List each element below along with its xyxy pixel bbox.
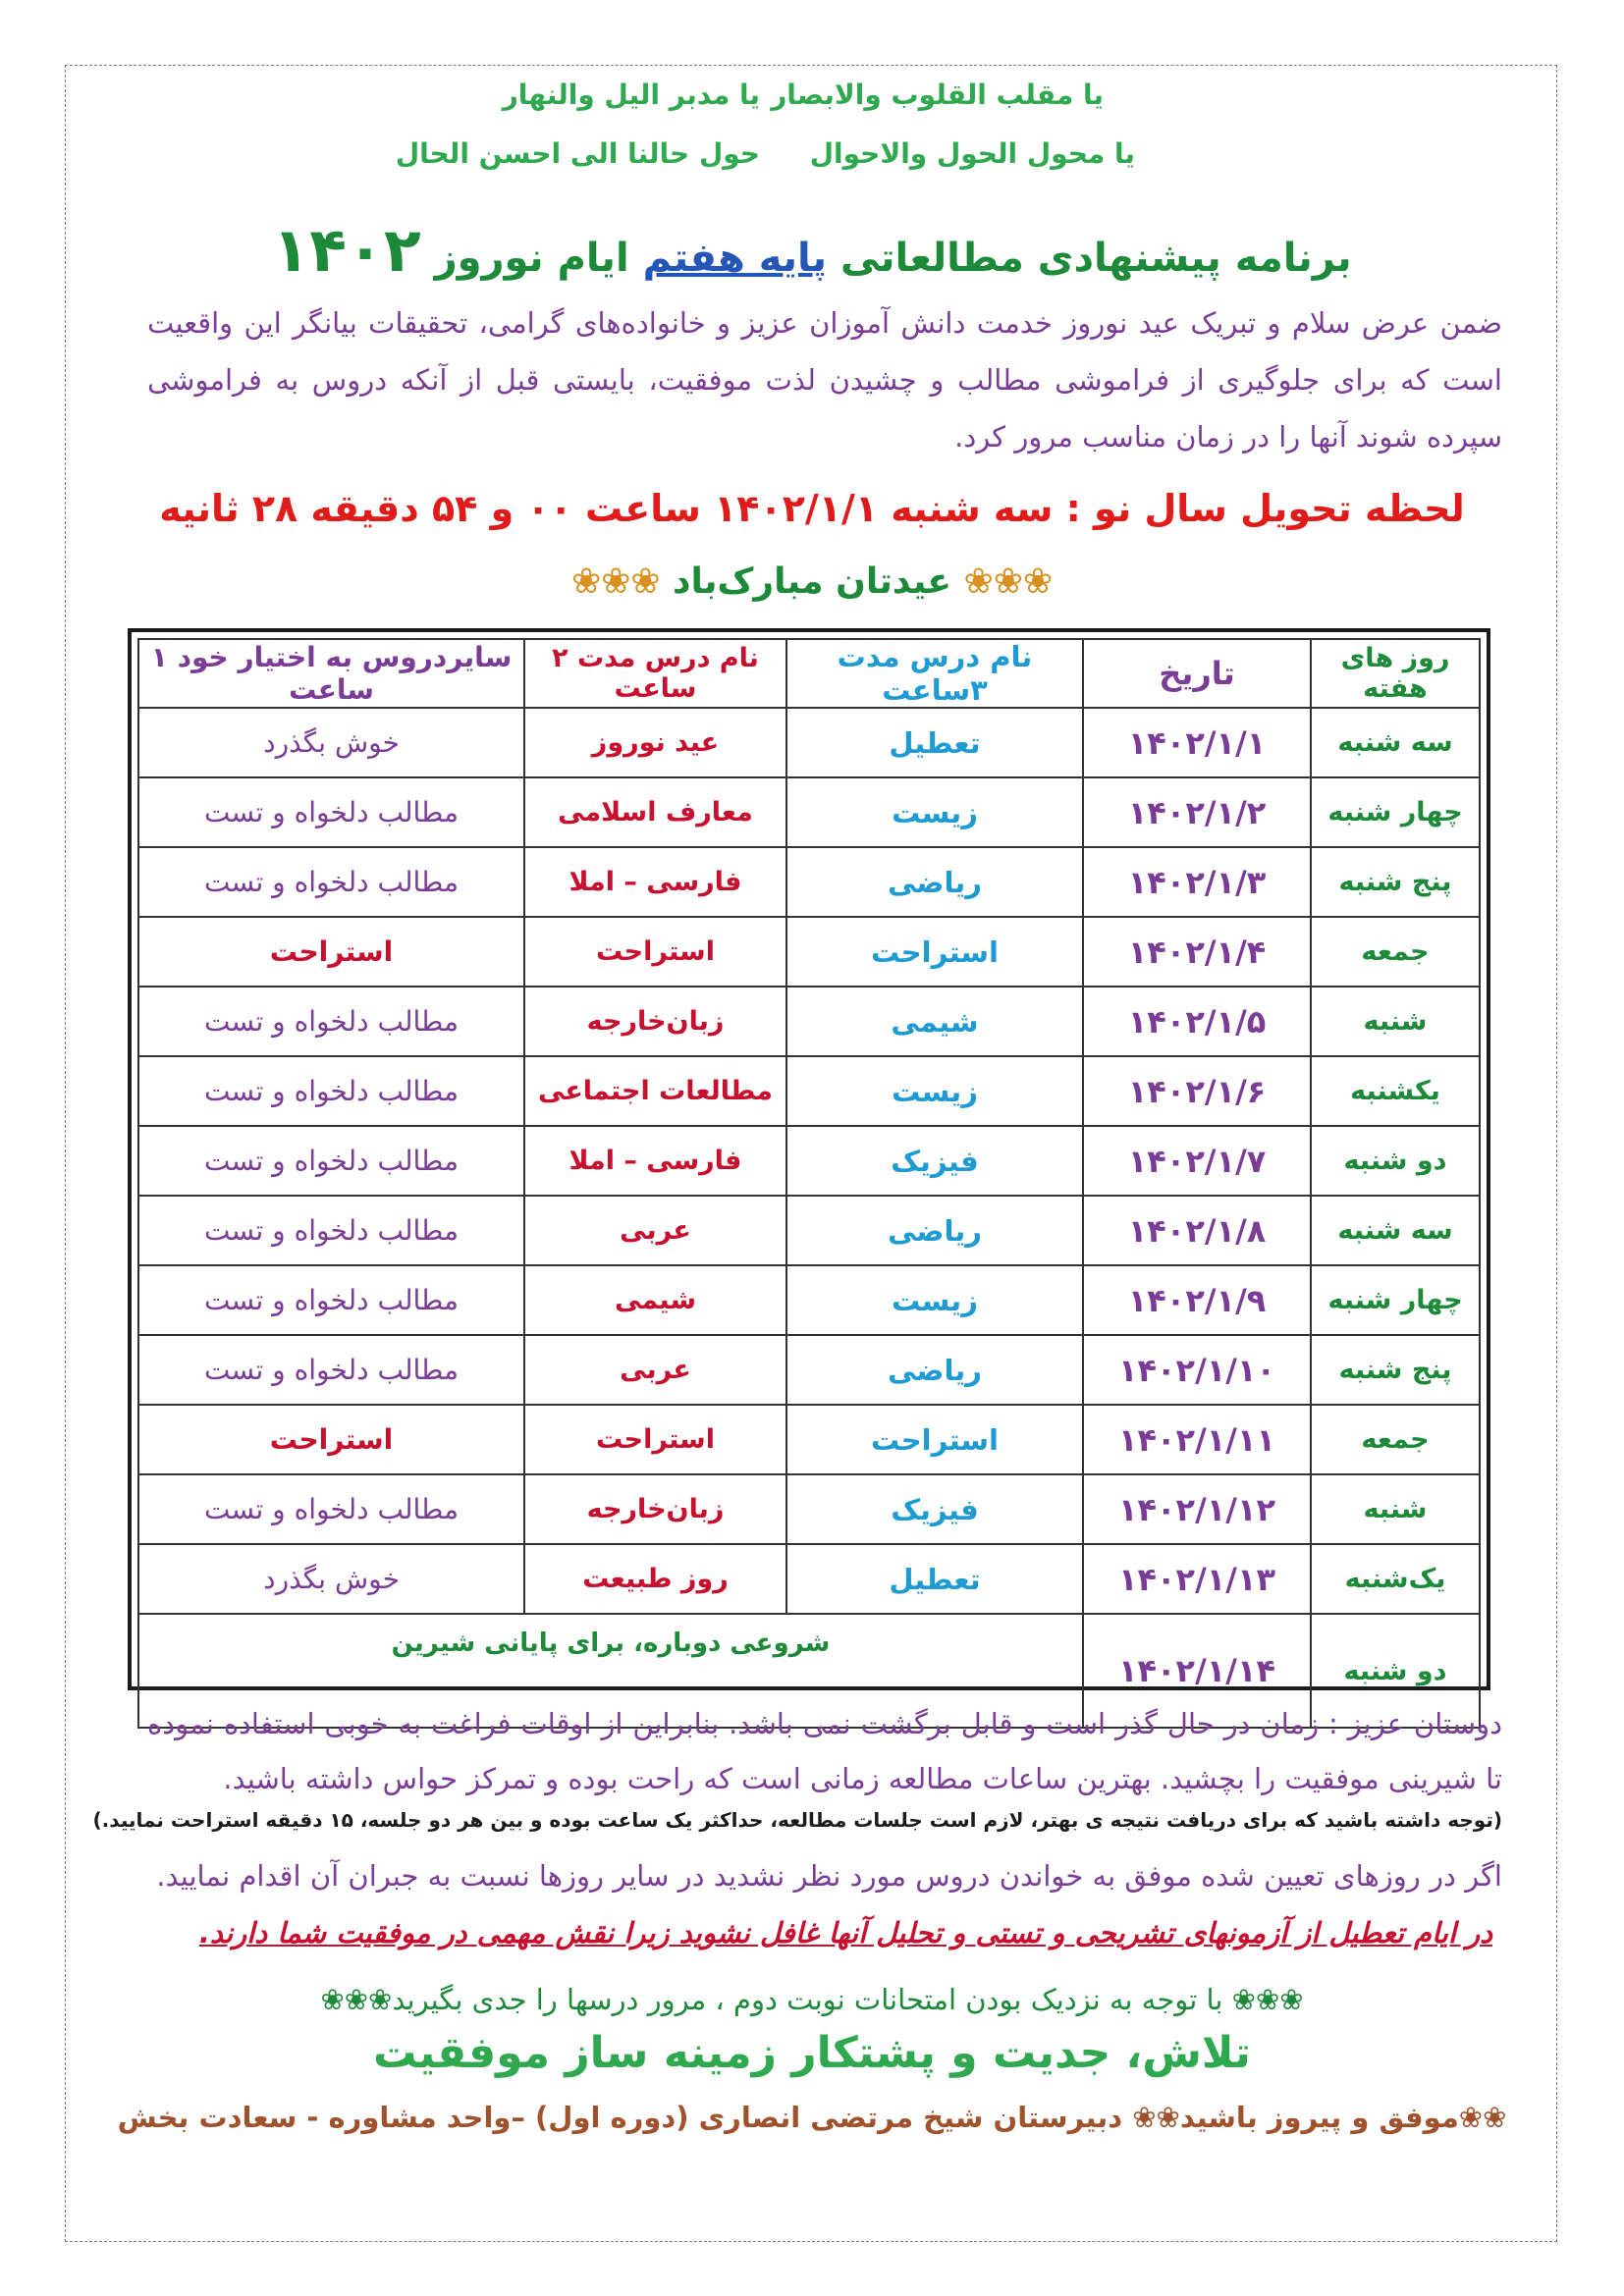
title-part1: برنامه پیشنهادی مطالعاتی xyxy=(840,236,1352,281)
cell-other: مطالب دلخواه و تست xyxy=(138,987,524,1056)
cell-subject2: زبان‌خارجه xyxy=(524,987,786,1056)
makeup-note: اگر در روزهای تعیین شده موفق به خواندن دروس مورد نظر نشدید در سایر روزها نسبت به جبران آن اقدام نمایید. xyxy=(156,1859,1502,1893)
header-subject2: نام درس مدت ۲ ساعت xyxy=(524,639,786,708)
table-row xyxy=(138,987,1480,1056)
cell-subject2: استراحت xyxy=(524,917,786,987)
signature: ❀❀موفق و پیروز باشید❀❀ دبیرستان شیخ مرتضی انصاری (دوره اول) –واحد مشاوره - سعادت بخش xyxy=(117,2101,1507,2134)
schedule-table xyxy=(137,638,1481,1729)
cell-other: مطالب دلخواه و تست xyxy=(138,1126,524,1196)
cell-date: ۱۴۰۲/۱/۱۰ xyxy=(1083,1335,1311,1405)
cell-day: چهار شنبه xyxy=(1311,777,1480,847)
cell-other: مطالب دلخواه و تست xyxy=(138,1474,524,1544)
greeting-text: عیدتان مبارک‌باد xyxy=(673,561,951,602)
table-row xyxy=(138,1056,1480,1126)
cell-date: ۱۴۰۲/۱/۳ xyxy=(1083,847,1311,917)
table-row xyxy=(138,777,1480,847)
cell-other: مطالب دلخواه و تست xyxy=(138,847,524,917)
cell-day: دو شنبه xyxy=(1311,1126,1480,1196)
cell-date: ۱۴۰۲/۱/۱ xyxy=(1083,708,1311,777)
cell-subject3: زیست xyxy=(786,1265,1083,1335)
cell-final-message: شروعی دوباره، برای پایانی شیرین xyxy=(138,1614,1083,1728)
eid-greeting xyxy=(0,561,1624,602)
cell-subject2: استراحت xyxy=(524,1405,786,1474)
cell-subject2: عربی xyxy=(524,1196,786,1265)
table-row xyxy=(138,1126,1480,1196)
cell-subject3: تعطیل xyxy=(786,708,1083,777)
cell-subject2: فارسی – املا xyxy=(524,847,786,917)
cell-day: سه شنبه xyxy=(1311,708,1480,777)
cell-subject2: شیمی xyxy=(524,1265,786,1335)
cell-subject2: زبان‌خارجه xyxy=(524,1474,786,1544)
cell-subject3: ریاضی xyxy=(786,1335,1083,1405)
title-year: ۱۴۰۲ xyxy=(272,214,421,286)
cell-other: مطالب دلخواه و تست xyxy=(138,1056,524,1126)
title-part2: ایام نوروز xyxy=(434,236,629,281)
cell-date: ۱۴۰۲/۱/۱۱ xyxy=(1083,1405,1311,1474)
cell-day: پنج شنبه xyxy=(1311,1335,1480,1405)
advice-paragraph: دوستان عزیز : زمان در حال گذر است و قابل برگشت نمی باشد. بنابراین از اوقات فراغت به خوبی استفاده نموده تا شیرینی موفقیت را بچشید. بهترین ساعات مطالعه زمانی است که راحت بوده و تمرکز حواس داشته باشید. xyxy=(147,1707,1502,1795)
new-year-moment: لحظه تحویل سال نو : سه شنبه ۱۴۰۲/۱/۱ ساعت ۰۰ و ۵۴ دقیقه ۲۸ ثانیه xyxy=(159,487,1465,530)
motto: تلاش، جدیت و پشتکار زمینه ساز موفقیت xyxy=(373,2028,1251,2078)
cell-date: ۱۴۰۲/۱/۱۴ xyxy=(1083,1614,1311,1728)
invocation-4: حول حالنا الی احسن الحال xyxy=(395,137,760,170)
cell-subject2: عید نوروز xyxy=(524,708,786,777)
invocation-3: یا محول الحول والاحوال xyxy=(809,137,1135,170)
cell-date: ۱۴۰۲/۱/۴ xyxy=(1083,917,1311,987)
cell-subject3: استراحت xyxy=(786,917,1083,987)
table-header-row xyxy=(138,639,1480,708)
title-grade: پایه هفتم xyxy=(642,236,828,281)
cell-subject2: روز طبیعت xyxy=(524,1544,786,1614)
cell-other: مطالب دلخواه و تست xyxy=(138,1265,524,1335)
table-row xyxy=(138,1544,1480,1614)
header-date: تاریخ xyxy=(1083,639,1311,708)
cell-subject3: ریاضی xyxy=(786,1196,1083,1265)
cell-other: مطالب دلخواه و تست xyxy=(138,1196,524,1265)
table-row xyxy=(138,847,1480,917)
table-row xyxy=(138,1474,1480,1544)
table-row xyxy=(138,708,1480,777)
cell-subject3: فیزیک xyxy=(786,1126,1083,1196)
study-note: (توجه داشته باشید که برای دریافت نتیجه ی بهتر، لازم است جلسات مطالعه، حداکثر یک ساعت بوده و بین هر دو جلسه، ۱۵ دقیقه استراحت نمایید.) xyxy=(92,1808,1502,1832)
cell-day: سه شنبه xyxy=(1311,1196,1480,1265)
cell-date: ۱۴۰۲/۱/۸ xyxy=(1083,1196,1311,1265)
cell-other: خوش بگذرد xyxy=(138,708,524,777)
cell-day: شنبه xyxy=(1311,1474,1480,1544)
cell-subject2: معارف اسلامی xyxy=(524,777,786,847)
exam-note: ❀❀❀ با توجه به نزدیک بودن امتحانات نوبت دوم ، مرور درسها را جدی بگیرید❀❀❀ xyxy=(320,1983,1304,2016)
cell-date: ۱۴۰۲/۱/۲ xyxy=(1083,777,1311,847)
flower-icon: ❀❀❀ xyxy=(963,561,1054,602)
cell-day: پنج شنبه xyxy=(1311,847,1480,917)
cell-day: چهار شنبه xyxy=(1311,1265,1480,1335)
cell-subject3: ریاضی xyxy=(786,847,1083,917)
header-day: روز های هفته xyxy=(1311,639,1480,708)
cell-day: جمعه xyxy=(1311,917,1480,987)
page-title xyxy=(0,214,1624,286)
table-row xyxy=(138,1265,1480,1335)
invocation-1: یا مقلب القلوب والابصار xyxy=(771,79,1104,111)
cell-subject2: فارسی – املا xyxy=(524,1126,786,1196)
cell-other: خوش بگذرد xyxy=(138,1544,524,1614)
cell-other: استراحت xyxy=(138,1405,524,1474)
cell-date: ۱۴۰۲/۱/۱۳ xyxy=(1083,1544,1311,1614)
cell-day: یک‌شنبه xyxy=(1311,1544,1480,1614)
cell-day: دو شنبه xyxy=(1311,1614,1480,1728)
cell-subject2: عربی xyxy=(524,1335,786,1405)
schedule-table-frame xyxy=(128,628,1490,1690)
cell-subject3: زیست xyxy=(786,1056,1083,1126)
header-other: سایردروس به اختیار خود ۱ ساعت xyxy=(138,639,524,708)
cell-subject2: مطالعات اجتماعی xyxy=(524,1056,786,1126)
cell-day: یکشنبه xyxy=(1311,1056,1480,1126)
intro-paragraph: ضمن عرض سلام و تبریک عید نوروز خدمت دانش آموزان عزیز و خانواده‌های گرامی، تحقیقات بیانگر این واقعیت است که برای جلوگیری از فراموشی مطالب و چشیدن لذت موفقیت، بایستی قبل از آنکه دروس به فراموشی سپرده شوند آنها را در زمان مناسب مرور کرد. xyxy=(147,306,1502,454)
cell-subject3: شیمی xyxy=(786,987,1083,1056)
cell-other: مطالب دلخواه و تست xyxy=(138,1335,524,1405)
cell-date: ۱۴۰۲/۱/۹ xyxy=(1083,1265,1311,1335)
header-subject3: نام درس مدت ۳ساعت xyxy=(786,639,1083,708)
exam-warning: در ایام تعطیل از آزمونهای تشریحی و تستی و تحلیل آنها غافل نشوید زیرا نقش مهمی در موفقیت شما دارند. xyxy=(198,1916,1492,1949)
cell-date: ۱۴۰۲/۱/۷ xyxy=(1083,1126,1311,1196)
cell-day: شنبه xyxy=(1311,987,1480,1056)
cell-date: ۱۴۰۲/۱/۱۲ xyxy=(1083,1474,1311,1544)
cell-other: استراحت xyxy=(138,917,524,987)
cell-other: مطالب دلخواه و تست xyxy=(138,777,524,847)
table-row xyxy=(138,1405,1480,1474)
cell-subject3: فیزیک xyxy=(786,1474,1083,1544)
cell-date: ۱۴۰۲/۱/۶ xyxy=(1083,1056,1311,1126)
table-row xyxy=(138,1335,1480,1405)
flower-icon: ❀❀❀ xyxy=(570,561,661,602)
table-row xyxy=(138,1196,1480,1265)
table-row xyxy=(138,917,1480,987)
cell-subject3: تعطیل xyxy=(786,1544,1083,1614)
cell-subject3: زیست xyxy=(786,777,1083,847)
cell-day: جمعه xyxy=(1311,1405,1480,1474)
invocation-2: یا مدبر الیل والنهار xyxy=(502,79,760,111)
cell-subject3: استراحت xyxy=(786,1405,1083,1474)
cell-date: ۱۴۰۲/۱/۵ xyxy=(1083,987,1311,1056)
